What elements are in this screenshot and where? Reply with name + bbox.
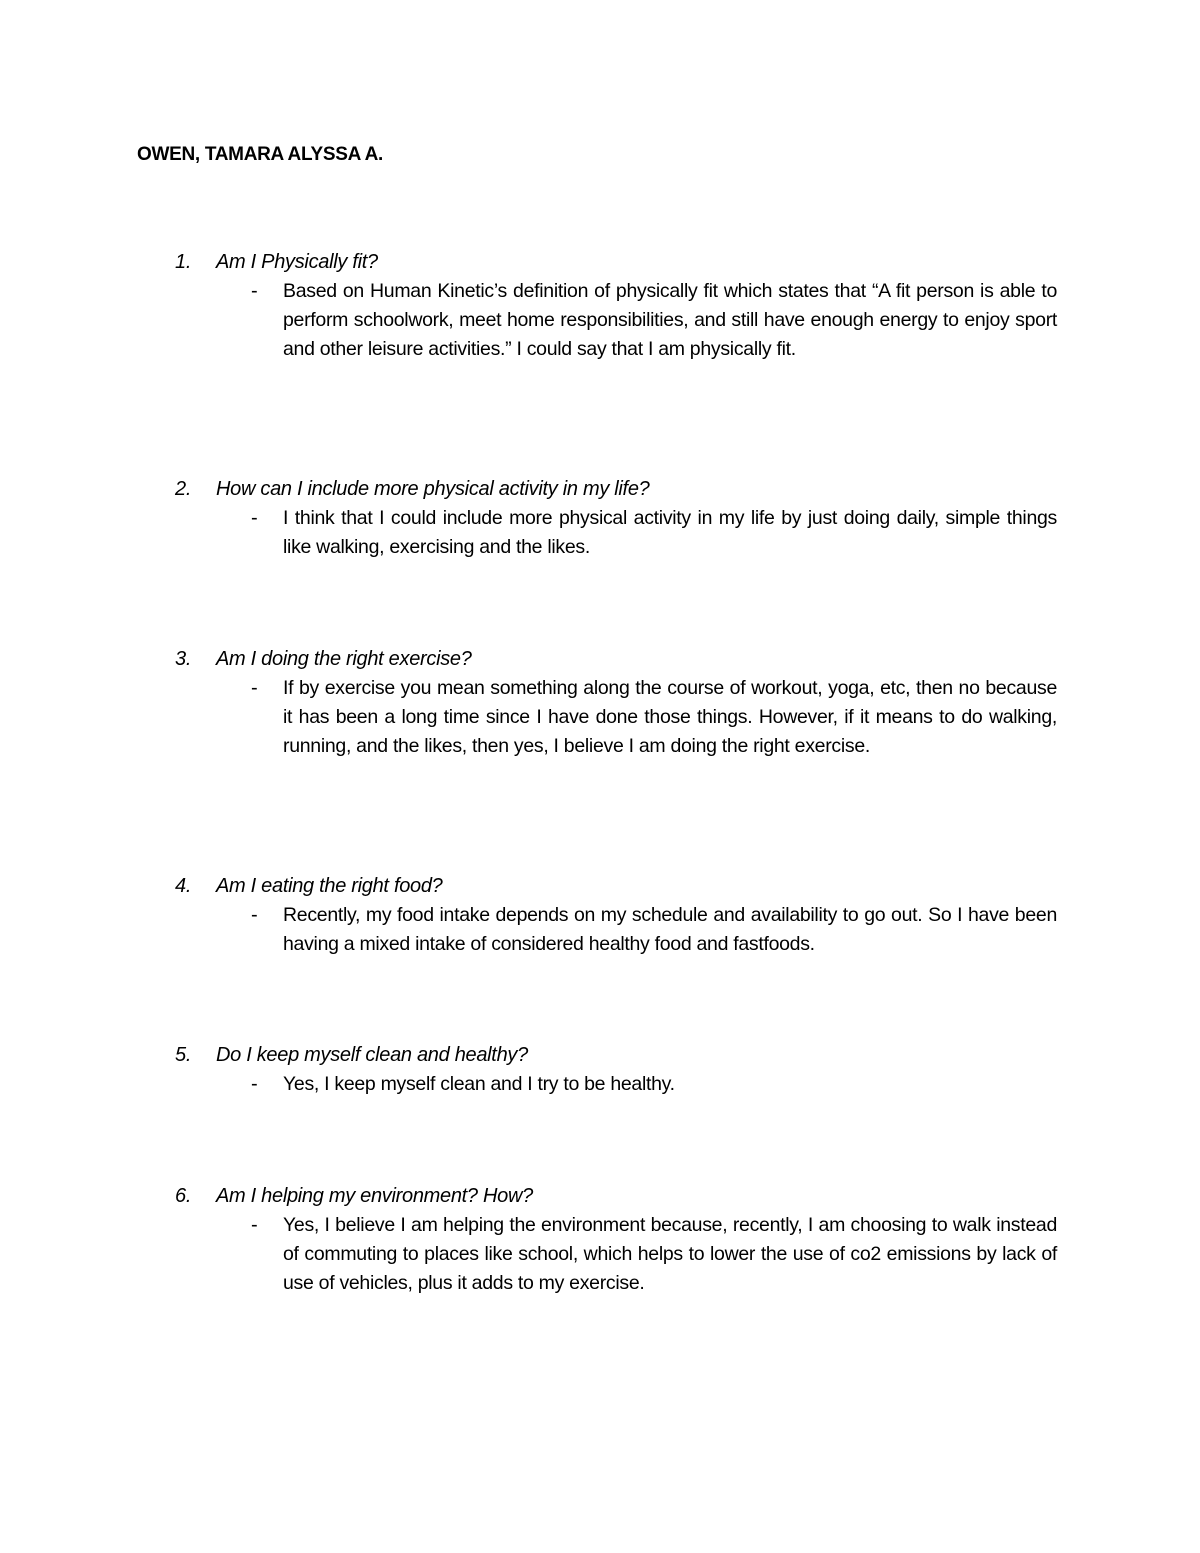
question-text bbox=[175, 1044, 528, 1067]
answer-text: Based on Human Kinetic’s definition of physically fit which states that “A fit person is able to perform schoolwork, meet home responsibilities, and still have enough energy to enjoy sport and other leisure activities.” I could say that I am physically fit. bbox=[283, 280, 1057, 360]
question-label: Do I keep myself clean and healthy? bbox=[216, 1044, 528, 1066]
question-number: 5. bbox=[175, 1044, 192, 1066]
question-label: Am I doing the right exercise? bbox=[216, 648, 472, 670]
question-label: Am I helping my environment? How? bbox=[216, 1185, 533, 1207]
question-label: How can I include more physical activity in my life? bbox=[216, 478, 650, 500]
question-text bbox=[175, 648, 472, 671]
answer-text: I think that I could include more physical activity in my life by just doing daily, simple things like walking, exercising and the likes. bbox=[283, 507, 1057, 558]
answer-text: Yes, I keep myself clean and I try to be healthy. bbox=[283, 1073, 675, 1095]
question-text bbox=[175, 875, 443, 898]
answer-bullet: - bbox=[251, 1214, 258, 1236]
question-number: 2. bbox=[175, 478, 192, 500]
question-text bbox=[175, 251, 378, 274]
answer-bullet: - bbox=[251, 507, 258, 529]
answer-bullet: - bbox=[251, 677, 258, 699]
question-text bbox=[175, 478, 649, 501]
question-text bbox=[175, 1185, 533, 1208]
question-number: 3. bbox=[175, 648, 192, 670]
answer-text: Recently, my food intake depends on my schedule and availability to go out. So I have been having a mixed intake of considered healthy food and fastfoods. bbox=[283, 904, 1057, 955]
answer-bullet: - bbox=[251, 280, 258, 302]
answer-text: If by exercise you mean something along the course of workout, yoga, etc, then no because it has been a long time since I have done those things. However, if it means to do walking, running, and the likes, then yes, I believe I am doing the right exercise. bbox=[283, 677, 1057, 757]
question-label: Am I eating the right food? bbox=[216, 875, 443, 897]
answer-bullet: - bbox=[251, 1073, 258, 1095]
question-number: 4. bbox=[175, 875, 192, 897]
question-number: 1. bbox=[175, 251, 192, 273]
answer-text: Yes, I believe I am helping the environment because, recently, I am choosing to walk instead of commuting to places like school, which helps to lower the use of co2 emissions by lack of use of vehicles, plus it adds to my exercise. bbox=[283, 1214, 1057, 1294]
question-label: Am I Physically fit? bbox=[216, 251, 378, 273]
question-number: 6. bbox=[175, 1185, 192, 1207]
answer-bullet: - bbox=[251, 904, 258, 926]
author-name: OWEN, TAMARA ALYSSA A. bbox=[137, 144, 384, 165]
